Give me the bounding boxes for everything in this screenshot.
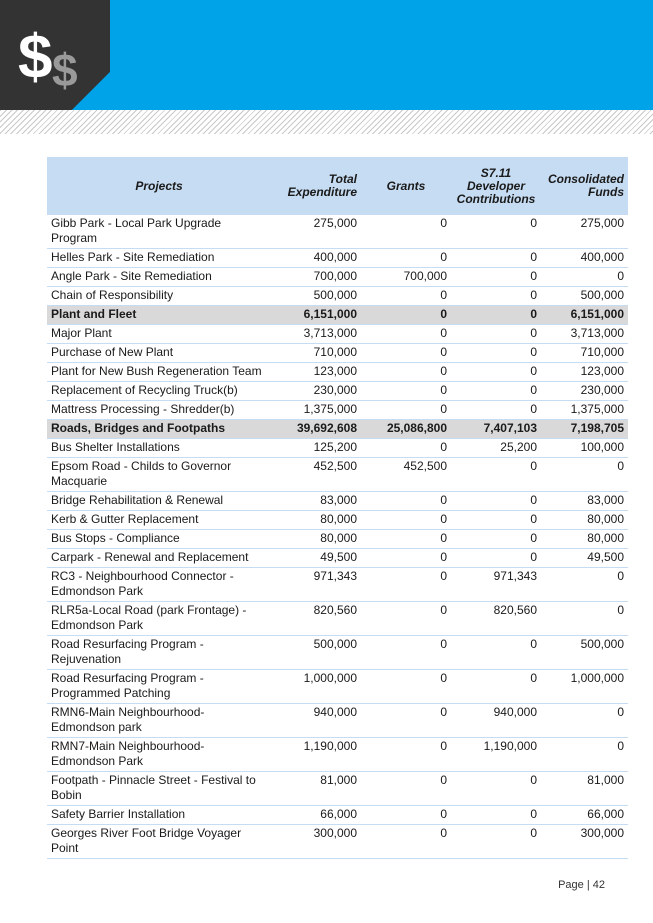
table-row	[47, 458, 628, 492]
project-name-cell: Road Resurfacing Program - Rejuvenation	[47, 636, 271, 670]
consolidated-funds-cell: 300,000	[541, 825, 628, 859]
grants-cell: 452,500	[361, 458, 451, 492]
table-row	[47, 772, 628, 806]
total-expenditure-cell: 39,692,608	[271, 420, 361, 439]
s711-contributions-cell: 0	[451, 249, 541, 268]
s711-contributions-cell: 0	[451, 306, 541, 325]
project-name-cell: Footpath - Pinnacle Street - Festival to Bobin	[47, 772, 271, 806]
capital-works-table	[47, 157, 628, 859]
s711-contributions-cell: 971,343	[451, 568, 541, 602]
total-expenditure-cell: 500,000	[271, 636, 361, 670]
grants-cell: 0	[361, 636, 451, 670]
project-name-cell: Road Resurfacing Program - Programmed Patching	[47, 670, 271, 704]
project-name-cell: RMN7-Main Neighbourhood- Edmondson Park	[47, 738, 271, 772]
consolidated-funds-cell: 500,000	[541, 636, 628, 670]
project-name-cell: Carpark - Renewal and Replacement	[47, 549, 271, 568]
grants-cell: 0	[361, 382, 451, 401]
consolidated-funds-cell: 710,000	[541, 344, 628, 363]
s711-contributions-cell: 0	[451, 382, 541, 401]
svg-text:$: $	[18, 23, 53, 92]
grants-cell: 0	[361, 568, 451, 602]
s711-contributions-cell: 0	[451, 215, 541, 249]
consolidated-funds-cell: 123,000	[541, 363, 628, 382]
total-expenditure-cell: 66,000	[271, 806, 361, 825]
total-expenditure-cell: 123,000	[271, 363, 361, 382]
table-row	[47, 511, 628, 530]
project-name-cell: Plant and Fleet	[47, 306, 271, 325]
column-header-total-expenditure: Total Expenditure	[271, 157, 361, 215]
svg-text:$: $	[52, 44, 78, 96]
grants-cell: 0	[361, 439, 451, 458]
table-row	[47, 382, 628, 401]
project-name-cell: RLR5a-Local Road (park Frontage) - Edmondson Park	[47, 602, 271, 636]
s711-contributions-cell: 820,560	[451, 602, 541, 636]
project-name-cell: Kerb & Gutter Replacement	[47, 511, 271, 530]
s711-contributions-cell: 0	[451, 458, 541, 492]
total-expenditure-cell: 452,500	[271, 458, 361, 492]
s711-contributions-cell: 1,190,000	[451, 738, 541, 772]
grants-cell: 0	[361, 306, 451, 325]
table-row	[47, 825, 628, 859]
consolidated-funds-cell: 275,000	[541, 215, 628, 249]
s711-contributions-cell: 0	[451, 772, 541, 806]
s711-contributions-cell: 0	[451, 636, 541, 670]
project-name-cell: Georges River Foot Bridge Voyager Point	[47, 825, 271, 859]
table-row	[47, 287, 628, 306]
consolidated-funds-cell: 1,000,000	[541, 670, 628, 704]
s711-contributions-cell: 0	[451, 530, 541, 549]
total-expenditure-cell: 230,000	[271, 382, 361, 401]
table-body	[47, 215, 628, 859]
project-name-cell: Major Plant	[47, 325, 271, 344]
s711-contributions-cell: 0	[451, 401, 541, 420]
header-hatch-divider	[0, 110, 653, 134]
s711-contributions-cell: 0	[451, 344, 541, 363]
total-expenditure-cell: 80,000	[271, 511, 361, 530]
total-expenditure-cell: 1,000,000	[271, 670, 361, 704]
s711-contributions-cell: 0	[451, 287, 541, 306]
table-row	[47, 439, 628, 458]
grants-cell: 25,086,800	[361, 420, 451, 439]
consolidated-funds-cell: 0	[541, 738, 628, 772]
table-row	[47, 492, 628, 511]
consolidated-funds-cell: 230,000	[541, 382, 628, 401]
total-expenditure-cell: 3,713,000	[271, 325, 361, 344]
total-expenditure-cell: 1,375,000	[271, 401, 361, 420]
grants-cell: 0	[361, 287, 451, 306]
table-row	[47, 636, 628, 670]
grants-cell: 0	[361, 344, 451, 363]
consolidated-funds-cell: 81,000	[541, 772, 628, 806]
table-row	[47, 549, 628, 568]
project-name-cell: Roads, Bridges and Footpaths	[47, 420, 271, 439]
grants-cell: 0	[361, 738, 451, 772]
s711-contributions-cell: 0	[451, 511, 541, 530]
table-row	[47, 268, 628, 287]
project-name-cell: Angle Park - Site Remediation	[47, 268, 271, 287]
table-row	[47, 670, 628, 704]
consolidated-funds-cell: 66,000	[541, 806, 628, 825]
grants-cell: 0	[361, 670, 451, 704]
table-row	[47, 530, 628, 549]
consolidated-funds-cell: 0	[541, 458, 628, 492]
grants-cell: 0	[361, 806, 451, 825]
table-header-row	[47, 157, 628, 215]
table-row	[47, 344, 628, 363]
column-header-projects: Projects	[47, 157, 271, 215]
grants-cell: 0	[361, 602, 451, 636]
consolidated-funds-cell: 0	[541, 602, 628, 636]
consolidated-funds-cell: 6,151,000	[541, 306, 628, 325]
consolidated-funds-cell: 400,000	[541, 249, 628, 268]
project-name-cell: Gibb Park - Local Park Upgrade Program	[47, 215, 271, 249]
logo	[0, 0, 110, 110]
total-expenditure-cell: 1,190,000	[271, 738, 361, 772]
column-header-consolidated-funds: Consolidated Funds	[541, 157, 628, 215]
grants-cell: 0	[361, 215, 451, 249]
project-name-cell: Chain of Responsibility	[47, 287, 271, 306]
total-expenditure-cell: 275,000	[271, 215, 361, 249]
project-name-cell: Mattress Processing - Shredder(b)	[47, 401, 271, 420]
consolidated-funds-cell: 83,000	[541, 492, 628, 511]
table-row	[47, 704, 628, 738]
consolidated-funds-cell: 1,375,000	[541, 401, 628, 420]
total-expenditure-cell: 6,151,000	[271, 306, 361, 325]
table-row	[47, 568, 628, 602]
consolidated-funds-cell: 0	[541, 704, 628, 738]
project-name-cell: RC3 - Neighbourhood Connector - Edmondson Park	[47, 568, 271, 602]
consolidated-funds-cell: 80,000	[541, 530, 628, 549]
grants-cell: 0	[361, 511, 451, 530]
section-row	[47, 420, 628, 439]
project-name-cell: Bridge Rehabilitation & Renewal	[47, 492, 271, 511]
project-name-cell: Epsom Road - Childs to Governor Macquarie	[47, 458, 271, 492]
consolidated-funds-cell: 80,000	[541, 511, 628, 530]
s711-contributions-cell: 0	[451, 549, 541, 568]
grants-cell: 0	[361, 530, 451, 549]
consolidated-funds-cell: 3,713,000	[541, 325, 628, 344]
grants-cell: 0	[361, 363, 451, 382]
s711-contributions-cell: 7,407,103	[451, 420, 541, 439]
page-number: Page | 42	[558, 879, 605, 891]
total-expenditure-cell: 971,343	[271, 568, 361, 602]
project-name-cell: Replacement of Recycling Truck(b)	[47, 382, 271, 401]
consolidated-funds-cell: 100,000	[541, 439, 628, 458]
s711-contributions-cell: 940,000	[451, 704, 541, 738]
column-header-grants: Grants	[361, 157, 451, 215]
s711-contributions-cell: 0	[451, 806, 541, 825]
table-row	[47, 325, 628, 344]
project-name-cell: RMN6-Main Neighbourhood- Edmondson park	[47, 704, 271, 738]
grants-cell: 0	[361, 704, 451, 738]
column-header-s711-developer-contributions: S7.11 Developer Contributions	[451, 157, 541, 215]
total-expenditure-cell: 83,000	[271, 492, 361, 511]
project-name-cell: Safety Barrier Installation	[47, 806, 271, 825]
total-expenditure-cell: 81,000	[271, 772, 361, 806]
total-expenditure-cell: 300,000	[271, 825, 361, 859]
s711-contributions-cell: 0	[451, 325, 541, 344]
project-name-cell: Helles Park - Site Remediation	[47, 249, 271, 268]
total-expenditure-cell: 820,560	[271, 602, 361, 636]
table-row	[47, 806, 628, 825]
grants-cell: 0	[361, 825, 451, 859]
grants-cell: 0	[361, 401, 451, 420]
section-row	[47, 306, 628, 325]
total-expenditure-cell: 710,000	[271, 344, 361, 363]
consolidated-funds-cell: 0	[541, 568, 628, 602]
s711-contributions-cell: 0	[451, 825, 541, 859]
grants-cell: 700,000	[361, 268, 451, 287]
total-expenditure-cell: 940,000	[271, 704, 361, 738]
grants-cell: 0	[361, 249, 451, 268]
consolidated-funds-cell: 49,500	[541, 549, 628, 568]
table-row	[47, 602, 628, 636]
total-expenditure-cell: 125,200	[271, 439, 361, 458]
s711-contributions-cell: 0	[451, 363, 541, 382]
table-row	[47, 215, 628, 249]
total-expenditure-cell: 49,500	[271, 549, 361, 568]
s711-contributions-cell: 0	[451, 670, 541, 704]
s711-contributions-cell: 0	[451, 492, 541, 511]
s711-contributions-cell: 25,200	[451, 439, 541, 458]
total-expenditure-cell: 400,000	[271, 249, 361, 268]
s711-contributions-cell: 0	[451, 268, 541, 287]
grants-cell: 0	[361, 492, 451, 511]
grants-cell: 0	[361, 325, 451, 344]
project-name-cell: Purchase of New Plant	[47, 344, 271, 363]
table-row	[47, 363, 628, 382]
total-expenditure-cell: 500,000	[271, 287, 361, 306]
consolidated-funds-cell: 0	[541, 268, 628, 287]
consolidated-funds-cell: 500,000	[541, 287, 628, 306]
total-expenditure-cell: 80,000	[271, 530, 361, 549]
grants-cell: 0	[361, 772, 451, 806]
grants-cell: 0	[361, 549, 451, 568]
total-expenditure-cell: 700,000	[271, 268, 361, 287]
dollar-sign-icon	[0, 0, 110, 110]
table-row	[47, 738, 628, 772]
project-name-cell: Bus Stops - Compliance	[47, 530, 271, 549]
table-row	[47, 401, 628, 420]
project-name-cell: Bus Shelter Installations	[47, 439, 271, 458]
consolidated-funds-cell: 7,198,705	[541, 420, 628, 439]
project-name-cell: Plant for New Bush Regeneration Team	[47, 363, 271, 382]
table-row	[47, 249, 628, 268]
